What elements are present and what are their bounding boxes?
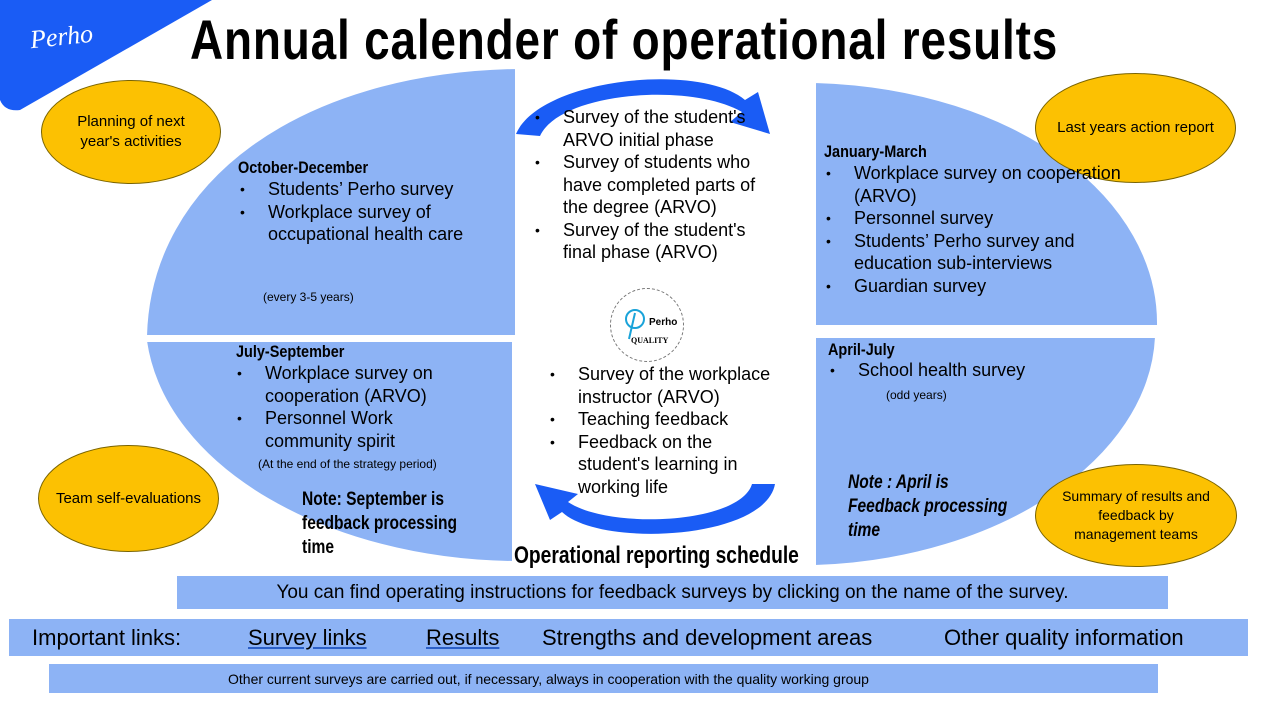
oval-last-years: Last years action report — [1035, 73, 1236, 183]
strengths-link[interactable]: Strengths and development areas — [542, 625, 873, 650]
instructions-text: You can find operating instructions for feedback surveys by clicking on the name of the survey. — [276, 581, 1069, 603]
survey-links-link[interactable]: Survey links — [248, 625, 367, 650]
apr-jul-note: (odd years) — [886, 388, 947, 402]
jul-sep-note: (At the end of the strategy period) — [258, 457, 437, 471]
list-item[interactable]: • Guardian survey — [824, 275, 1124, 298]
center-top-list — [533, 106, 778, 264]
perho-logo[interactable]: Perho — [28, 18, 95, 55]
results-link[interactable]: Results — [426, 625, 500, 650]
quality-badge — [610, 288, 684, 362]
footer-text: Other current surveys are carried out, if necessary, always in cooperation with the quality working group — [228, 670, 869, 687]
oval-planning: Planning of next year's activities — [41, 80, 221, 184]
apr-jul-bold-note: Note : April is Feedback processing time — [848, 472, 1008, 541]
list-item[interactable]: • Workplace survey on cooperation (ARVO) — [824, 162, 1124, 207]
other-quality-link[interactable]: Other quality information — [944, 625, 1184, 650]
apr-jul-heading: April-July — [828, 340, 895, 359]
list-item[interactable]: • Personnel Work community spirit — [235, 407, 470, 452]
footer-bar — [49, 664, 1158, 693]
jan-mar-heading: January-March — [824, 142, 927, 161]
list-item[interactable]: • Survey of the student's ARVO initial phase — [533, 106, 778, 151]
oval-summary: Summary of results and feedback by management teams — [1035, 464, 1237, 567]
instructions-bar — [177, 576, 1168, 609]
oct-dec-list — [238, 178, 478, 246]
list-item[interactable]: • Survey of the workplace instructor (ARVO) — [548, 363, 778, 408]
oval-team-self: Team self-evaluations — [38, 445, 219, 552]
page-title: Annual calender of operational results — [190, 8, 1059, 71]
quality-badge-name: Perho — [649, 317, 678, 328]
links-label: Important links: — [32, 625, 182, 650]
list-item[interactable]: • Feedback on the student's learning in working life — [548, 431, 778, 499]
jul-sep-heading: July-September — [236, 342, 345, 361]
oct-dec-note: (every 3-5 years) — [263, 290, 354, 304]
important-links-bar — [9, 619, 1248, 656]
jan-mar-list — [824, 162, 1124, 297]
list-item[interactable]: • Workplace survey of occupational health care — [238, 201, 478, 246]
oct-dec-heading: October-December — [238, 158, 369, 177]
list-item[interactable]: • Workplace survey on cooperation (ARVO) — [235, 362, 470, 407]
quality-badge-label: QUALITY — [631, 336, 669, 345]
list-item[interactable]: • Teaching feedback — [548, 408, 778, 431]
list-item[interactable]: • Students’ Perho survey and education sub-interviews — [824, 230, 1124, 275]
list-item[interactable]: • School health survey — [828, 359, 1088, 382]
list-item[interactable]: • Personnel survey — [824, 207, 1124, 230]
list-item[interactable]: • Students’ Perho survey — [238, 178, 478, 201]
list-item[interactable]: • Survey of students who have completed parts of the degree (ARVO) — [533, 151, 778, 219]
list-item[interactable]: • Survey of the student's final phase (ARVO) — [533, 219, 778, 264]
jul-sep-list — [235, 362, 470, 452]
center-bottom-list — [548, 363, 778, 498]
jul-sep-bold-note: Note: September is feedback processing time — [302, 489, 458, 558]
reporting-schedule-label: Operational reporting schedule — [514, 542, 799, 569]
apr-jul-list — [828, 359, 1088, 382]
